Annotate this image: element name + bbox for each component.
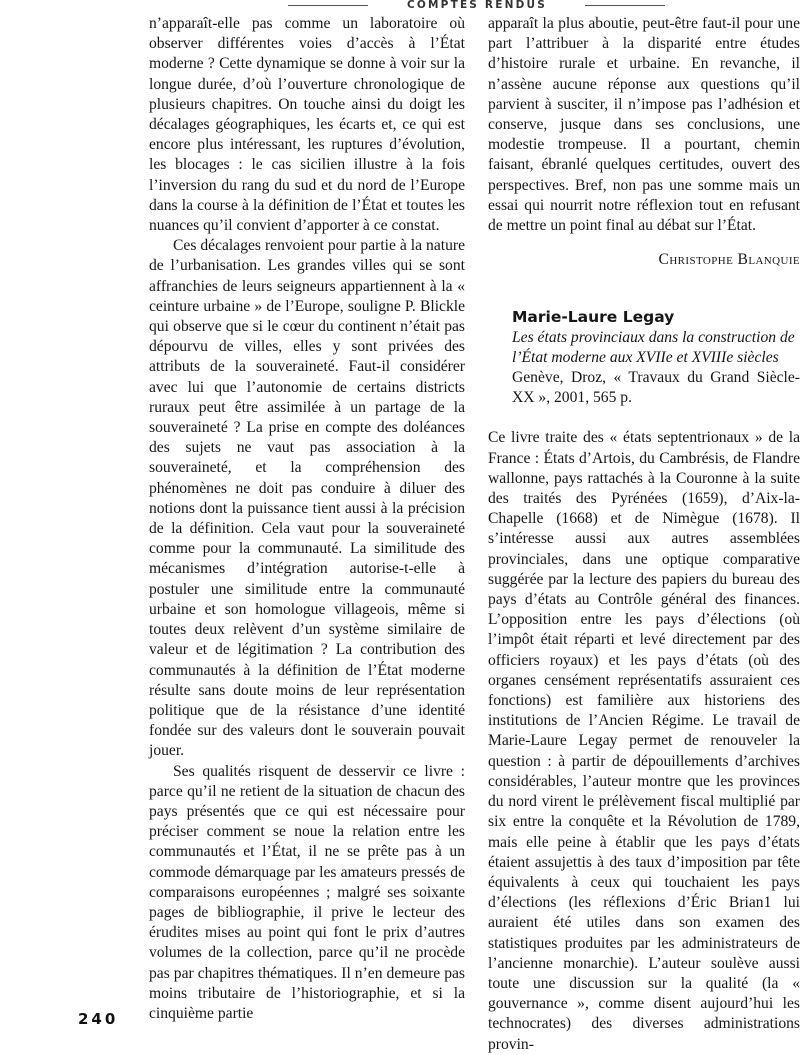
- left-paragraph-1: n’apparaît-elle pas comme un laboratoire où observer différentes voies d’accès à l’État moderne ? Cette dynamique se donne à voir sur la longue durée, d’où l’ouverture chronologique de plusieurs chapitres. On touche ainsi du doigt les décalages géographiques, les écarts et, ce qui est encore plus intéressant, les ruptures d’évolution, les blocages : le cas sicilien illustre à la fois l’inversion du rang du sud et du nord de l’Europe dans la course à la définition de l’État et toutes les nuances qu’il convient d’apporter à ce constat.: [149, 15, 465, 235]
- review-publication: Genève, Droz, « Travaux du Grand Siècle-XX », 2001, 565 p.: [512, 369, 800, 407]
- left-paragraph-3: Ses qualités risquent de desservir ce livre : parce qu’il ne retient de la situation de chacun des pays présentés que ce qui est nécessaire pour préciser comment se noue la relation entre les communautés et l’État, il ne se prête pas à un commode démarquage par les amateurs pressés de comparaisons européennes ; malgré ses soixante pages de bibliographie, il prive le lecteur des érudites mises au point qui font le prix d’autres volumes de la collection, parce qu’il ne procède pas par chapitres thématiques. Il n’en demeure pas moins tributaire de l’historiographie, et si la cinquième partie: [149, 762, 465, 1022]
- running-header: [0, 0, 800, 14]
- review-author: Marie-Laure Legay: [512, 308, 675, 327]
- left-paragraph-2: Ces décalages renvoient pour partie à la nature de l’urbanisation. Les grandes villes qui se sont affranchies de leurs seigneurs appartiennent à la « ceinture urbaine » de l’Europe, souligne P. Blickle qui observe que si le cœur du continent n’était pas dépourvu de villes, elles y sont privées des attributs de la souveraineté. Faut-il considérer avec lui que l’autonomie de certains districts ruraux peut être assimilée à un partage de la souveraineté ? La prise en compte des doléances des sujets ne vaut pas association à la souveraineté, et la compréhension des phénomènes ne doit pas conduire à diluer des notions dont la puissance tient aussi à la précision de la définition. Cela vaut pour la souveraineté comme pour la communauté. La similitude des mécanismes d’intégration autorise-t-elle à postuler une similitude entre la communauté urbaine et son homologue villageois, même si toutes deux relèvent d’un système similaire de valeur et de légitimation ? La contribution des communautés à la définition de l’État moderne résulte sans doute moins de leur représentation politique que de la résistance d’une identité fondée sur des valeurs dont le souverain pouvait jouer.: [149, 237, 465, 760]
- right-column: [488, 14, 800, 1055]
- header-title: COMPTES RENDUS: [407, 0, 547, 11]
- header-rule-left: [288, 5, 368, 6]
- review-book-title: Les états provinciaux dans la construction de l’État moderne aux XVIIe et XVIIIe siècles: [512, 329, 795, 367]
- page-number: 240: [78, 1010, 119, 1028]
- left-column: [149, 14, 465, 1024]
- review-signature: Christophe Blanquie: [658, 251, 800, 269]
- header-rule-right: [585, 5, 665, 6]
- right-paragraph-1: apparaît la plus aboutie, peut-être faut-il pour une part l’attribuer à la disparité entre études d’histoire rurale et urbaine. En revanche, il n’assène aucune réponse aux questions qu’il parvient à susciter, il n’impose pas l’adhésion et conserve, jusque dans ses conclusions, une modestie trompeuse. Il a pourtant, chemin faisant, ébranlé quelques certitudes, ouvert des perspectives. Bref, non pas une somme mais un essai qui nourrit notre réflexion tout en refusant de mettre un point final au débat sur l’État.: [488, 15, 800, 235]
- review-heading: [512, 306, 800, 408]
- review-body: Ce livre traite des « états septentrionaux » de la France : États d’Artois, du Cambrésis, de Flandre wallonne, pays rattachés à la Couronne à la suite des traités des Pyrénées (1659), d’Aix-la-Chapelle (1668) et de Nimègue (1678). Il s’intéresse aussi aux autres assemblées provinciales, dans une optique comparative suggérée par la lecture des papiers du bureau des pays d’états au Contrôle général des finances. L’opposition entre les pays d’élections (où l’impôt était réparti et levé directement par des officiers royaux) et les pays d’états (où des organes censément représentatifs assuraient ces fonctions) est familière aux historiens des institutions de l’Ancien Régime. Le travail de Marie-Laure Legay permet de renouveler la question : à partir de dépouillements d’archives considérables, l’auteur montre que les provinces du nord virent le prélèvement fiscal multiplié par six entre la conquête et la Révolution de 1789, mais elle peine à établir que les pays d’états étaient assujettis à des taux d’imposition par tête équivalents à ceux qui touchaient les pays d’élections (les réflexions d’Éric Brian1 lui auraient été utiles dans son examen des statistiques produites par les administrateurs de l’ancienne monarchie). L’auteur soulève aussi toute une discussion sur la qualité (la « gouvernance », comme disent aujourd’hui les technocrates) des diverses administrations provin-: [488, 429, 800, 1053]
